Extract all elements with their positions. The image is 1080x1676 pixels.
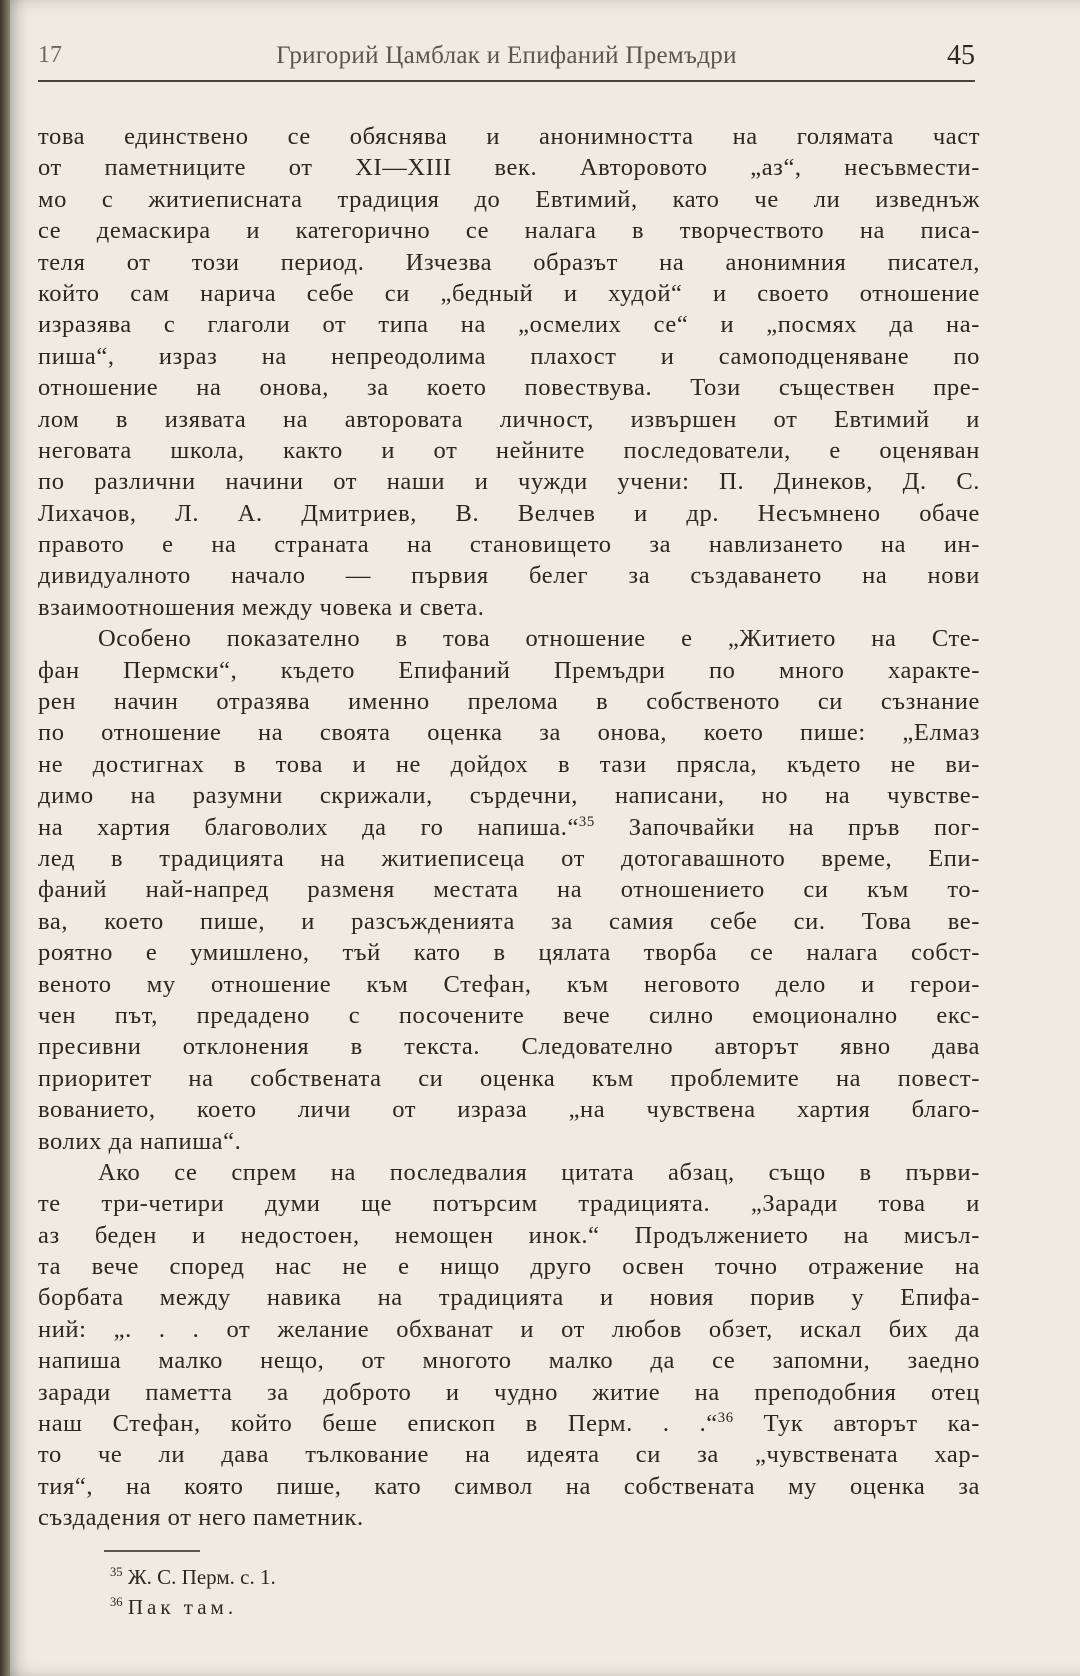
body-text xyxy=(38,121,980,1534)
text-line: рен начин отразява именно прелома в собственото си съзнание xyxy=(38,688,980,716)
header-left-number: 17 xyxy=(38,42,62,68)
text-line: то че ли дава тълкование на идеята си за „чувствената хар- xyxy=(38,1441,980,1469)
footnotes xyxy=(110,1562,276,1622)
text-line: напиша малко нещо, от многото малко да се запомни, заедно xyxy=(38,1347,980,1375)
text-line: не достигнах в това и не дойдох в тази прясла, където не ви- xyxy=(38,750,980,778)
footnote-number: 36 xyxy=(110,1595,123,1609)
text-line: Лихачов, Л. А. Дмитриев, В. Велчев и др. Несъмнено обаче xyxy=(38,499,980,527)
text-segment: Тук авторът ка- xyxy=(733,1410,980,1438)
text-line: тия“, на която пише, като символ на собствената му оценка за xyxy=(38,1472,980,1500)
text-segment: наш Стефан, който беше епископ в Перм. . .“ xyxy=(38,1410,718,1438)
text-line: това единствено се обяснява и анонимността на голямата част xyxy=(38,123,980,150)
footnote-35 xyxy=(110,1562,276,1592)
text-line: та вече според нас не е нищо друго освен точно отражение на xyxy=(38,1253,980,1281)
text-line: ний: „. . . от желание обхванат и от любов обзет, искал бих да xyxy=(38,1315,980,1343)
text-line: дивидуалното начало — първия белег за създаването на нови xyxy=(38,562,980,590)
text-line: чен път, предадено с посочените вече силно емоционално екс- xyxy=(38,1001,980,1029)
book-spine-shadow xyxy=(0,0,10,1676)
text-line: се демаскира и категорично се налага в творчеството на писа- xyxy=(38,217,980,245)
text-line: мо с житиеписната традиция до Евтимий, като че ли изведнъж xyxy=(38,185,980,213)
footnote-text: Пак там. xyxy=(127,1595,238,1619)
text-segment: Започвайки на пръв пог- xyxy=(594,813,981,841)
footnote-number: 35 xyxy=(110,1565,123,1579)
text-line: от паметниците от XI—XIII век. Авторовото „аз“, несъвмести- xyxy=(38,154,980,182)
text-line: правото е на страната на становището за навлизането на ин- xyxy=(38,531,980,559)
text-line: веното му отношение към Стефан, към неговото дело и герои- xyxy=(38,970,980,998)
running-header xyxy=(38,38,975,82)
text-line: волих да напиша“. xyxy=(38,1127,242,1155)
text-line: те три-четири думи ще потърсим традицията. „Заради това и xyxy=(38,1190,980,1218)
text-line: пиша“, израз на непреодолима плахост и самоподценяване по xyxy=(38,342,980,370)
footnote-separator xyxy=(104,1550,200,1552)
text-line: по отношение на своята оценка за онова, което пише: „Елмаз xyxy=(38,719,980,747)
running-title: Григорий Цамблак и Епифаний Премъдри xyxy=(276,42,737,69)
header-rule xyxy=(38,80,975,82)
text-line: фаний най-напред разменя местата на отношението си към то- xyxy=(38,876,980,904)
text-line: създадения от него паметник. xyxy=(38,1504,364,1532)
text-line: димо на разумни скрижали, сърдечни, написани, но на чувстве- xyxy=(38,782,980,810)
text-line: Особено показателно в това отношение е „Житието на Сте- xyxy=(98,625,980,653)
text-line: роятно е умишлено, тъй като в цялата творба се налага собст- xyxy=(38,939,980,967)
text-line: заради паметта за доброто и чудно житие на преподобния отец xyxy=(38,1378,980,1406)
text-line: взаимоотношения между човека и света. xyxy=(38,593,485,621)
footnote-text: Ж. С. Перм. с. 1. xyxy=(127,1565,276,1589)
text-line: отношение на онова, за което повествува. Този съществен пре- xyxy=(38,374,980,402)
footnote-marker-35: 35 xyxy=(578,813,595,830)
text-line: по различни начини от наши и чужди учени: П. Динеков, Д. С. xyxy=(38,468,980,496)
text-line-with-footnote xyxy=(38,1408,980,1439)
text-line: фан Пермски“, където Епифаний Премъдри по много характе- xyxy=(38,656,980,684)
text-line: който сам нарича себе си „бедный и худой“ и своето отношение xyxy=(38,279,980,307)
text-segment: на хартия благоволих да го напиша.“ xyxy=(38,813,579,841)
text-line: ва, което пише, и разсъжденията за самия себе си. Това ве- xyxy=(38,907,980,935)
page-number: 45 xyxy=(947,40,975,71)
text-line: изразява с глаголи от типа на „осмелих се“ и „посмях да на- xyxy=(38,311,980,339)
footnote-marker-36: 36 xyxy=(717,1409,734,1426)
footnote-36 xyxy=(110,1592,276,1622)
text-line: лом в изявата на авторовата личност, извършен от Евтимий и xyxy=(38,405,980,433)
text-line: борбата между навика на традицията и новия порив у Епифа- xyxy=(38,1284,980,1312)
text-line: приоритет на собствената си оценка към проблемите на повест- xyxy=(38,1064,980,1092)
text-line: лед в традицията на житиеписеца от дотогавашното време, Епи- xyxy=(38,844,980,872)
text-line: неговата школа, както и от нейните последователи, е оценяван xyxy=(38,436,980,464)
text-line: Ако се спрем на последвалия цитата абзац, също в първи- xyxy=(98,1158,980,1186)
text-line: теля от този период. Изчезва образът на анонимния писател, xyxy=(38,248,980,276)
text-line-with-footnote xyxy=(38,812,980,843)
text-line: пресивни отклонения в текста. Следователно авторът явно дава xyxy=(38,1033,980,1061)
text-line: вованието, което личи от израза „на чувствена хартия благо- xyxy=(38,1096,980,1124)
text-line: аз беден и недостоен, немощен инок.“ Продължението на мисъл- xyxy=(38,1221,980,1249)
